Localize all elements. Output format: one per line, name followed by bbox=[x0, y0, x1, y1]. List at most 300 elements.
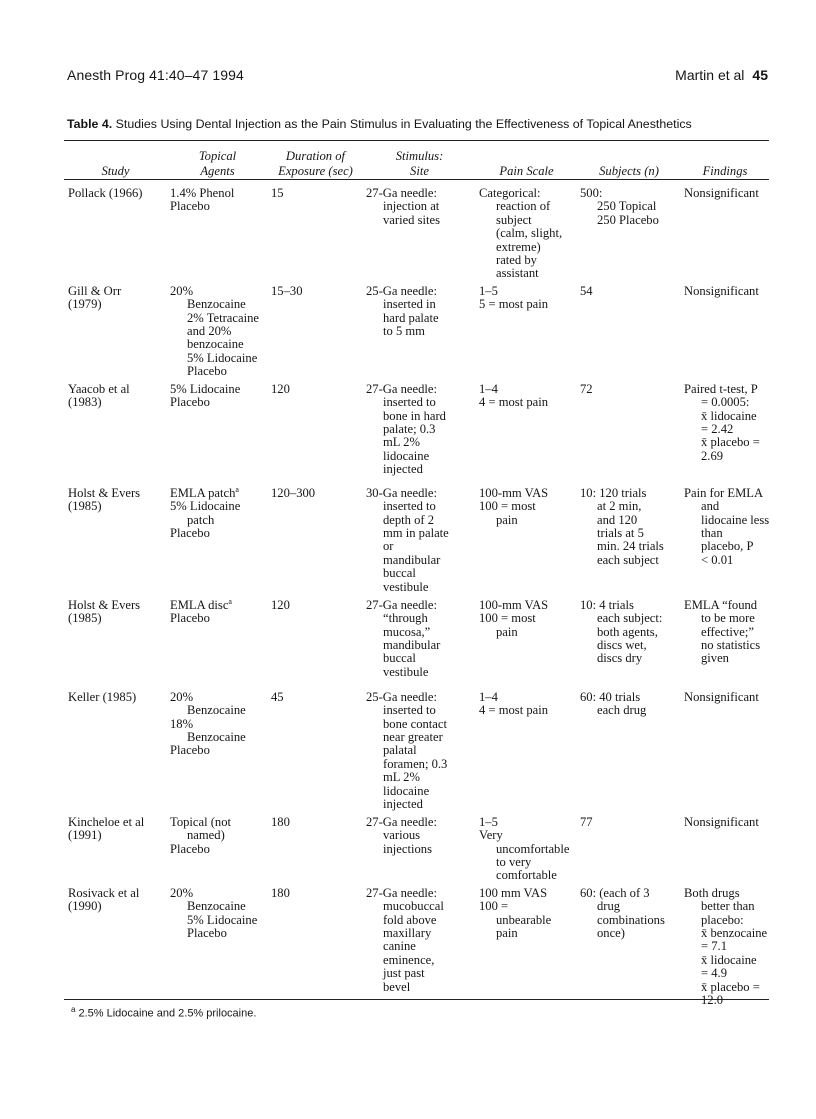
table-title: Studies Using Dental Injection as the Pain Stimulus in Evaluating the Effectiveness of Topical Anesthetics bbox=[115, 117, 692, 131]
cell-text: drug bbox=[597, 899, 621, 914]
cell-text: 54 bbox=[580, 283, 593, 298]
cell-line bbox=[580, 599, 679, 612]
cell-line bbox=[684, 639, 767, 652]
footnote-ref: a bbox=[235, 484, 239, 494]
cell-line bbox=[684, 599, 767, 612]
cell-text: lidocaine less bbox=[701, 512, 770, 527]
cell-line: (1983) bbox=[68, 395, 102, 410]
cell-text: 500: bbox=[580, 186, 603, 200]
cell-line bbox=[170, 829, 266, 842]
cell-line bbox=[580, 626, 679, 639]
cell-text: foramen; 0.3 bbox=[383, 756, 448, 771]
cell-line bbox=[580, 927, 679, 940]
cell-line bbox=[366, 500, 474, 513]
cell-stimulus bbox=[363, 812, 476, 883]
cell-findings bbox=[681, 483, 769, 595]
cell-text: 2.69 bbox=[701, 448, 724, 463]
cell-line: 120 bbox=[271, 597, 290, 612]
footnote-mark: a bbox=[71, 1005, 76, 1014]
cell-text: rated by bbox=[496, 253, 537, 268]
cell-study bbox=[64, 379, 167, 483]
cell-text: palatal bbox=[383, 743, 417, 758]
cell-text: x̄ benzocaine bbox=[701, 925, 768, 940]
cell-line bbox=[684, 927, 767, 940]
cell-line bbox=[170, 484, 266, 500]
cell-text: reaction of bbox=[496, 199, 551, 214]
cell-text: mL 2% bbox=[383, 770, 420, 785]
cell-text: canine bbox=[383, 939, 416, 954]
cell-line: 120 bbox=[271, 381, 290, 396]
cell-text: patch bbox=[187, 512, 215, 527]
column-header bbox=[363, 141, 476, 183]
cell-line bbox=[580, 487, 679, 500]
cell-text: injected bbox=[383, 796, 423, 811]
cell-line bbox=[580, 527, 679, 540]
cell-line: Pollack (1966) bbox=[68, 186, 143, 200]
cell-line bbox=[366, 843, 474, 856]
cell-text: Benzocaine bbox=[187, 297, 246, 312]
cell-text: 5% Lidocaine bbox=[187, 912, 258, 927]
cell-line bbox=[684, 487, 767, 500]
cell-line bbox=[580, 500, 679, 513]
cell-line bbox=[366, 567, 474, 580]
cell-study bbox=[64, 483, 167, 595]
cell-agents bbox=[167, 883, 268, 1015]
cell-duration bbox=[268, 883, 363, 1015]
cell-text: Categorical: bbox=[479, 186, 541, 200]
cell-line bbox=[684, 626, 767, 639]
cell-pain bbox=[476, 281, 577, 379]
cell-line bbox=[170, 187, 266, 200]
column-header bbox=[476, 141, 577, 183]
cell-text: Placebo bbox=[170, 395, 210, 410]
cell-text: 1–4 bbox=[479, 381, 498, 396]
cell-line bbox=[366, 554, 474, 567]
cell-line bbox=[580, 639, 679, 652]
cell-text: Placebo bbox=[170, 841, 210, 856]
cell-line: (1990) bbox=[68, 899, 102, 914]
cell-pain bbox=[476, 812, 577, 883]
cell-text: palate; 0.3 bbox=[383, 421, 436, 436]
cell-line bbox=[366, 954, 474, 967]
cell-line bbox=[479, 254, 575, 267]
cell-line: (1985) bbox=[68, 611, 102, 626]
cell-line bbox=[170, 887, 266, 900]
cell-line bbox=[684, 652, 767, 665]
cell-line bbox=[580, 887, 679, 900]
cell-text: injections bbox=[383, 841, 432, 856]
cell-line: (1985) bbox=[68, 499, 102, 514]
cell-text: 100-mm VAS bbox=[479, 485, 549, 500]
cell-line bbox=[479, 612, 575, 625]
cell-line bbox=[366, 744, 474, 757]
cell-line bbox=[170, 900, 266, 913]
cell-line bbox=[580, 540, 679, 553]
cell-study bbox=[64, 883, 167, 1015]
cell-text: 27-Ga needle: bbox=[366, 885, 437, 900]
cell-pain bbox=[476, 379, 577, 483]
cell-text: Nonsignificant bbox=[684, 814, 759, 829]
cell-text: = 7.1 bbox=[701, 939, 727, 954]
cell-line bbox=[580, 816, 679, 829]
cell-line bbox=[479, 267, 575, 280]
cell-text: 100-mm VAS bbox=[479, 597, 549, 612]
cell-findings bbox=[681, 281, 769, 379]
cell-line bbox=[479, 285, 575, 298]
cell-text: trials at 5 bbox=[597, 525, 644, 540]
cell-text: EMLA disc bbox=[170, 597, 229, 612]
cell-text: placebo: bbox=[701, 912, 744, 927]
cell-text: x̄ placebo = bbox=[701, 435, 760, 450]
cell-text: 60: 40 trials bbox=[580, 689, 641, 704]
cell-line bbox=[366, 887, 474, 900]
cell-line bbox=[170, 383, 266, 396]
cell-text: Benzocaine bbox=[187, 703, 246, 718]
cell-line bbox=[170, 691, 266, 704]
cell-line: Holst & Evers bbox=[68, 597, 141, 612]
cell-line bbox=[684, 512, 770, 527]
cell-line bbox=[366, 652, 474, 665]
cell-text: once) bbox=[597, 925, 625, 940]
cell-line bbox=[366, 410, 474, 423]
cell-line bbox=[366, 829, 474, 842]
cell-line bbox=[170, 914, 266, 927]
cell-text: mandibular bbox=[383, 637, 441, 652]
cell-line: 15 bbox=[271, 186, 284, 200]
cell-text: Placebo bbox=[187, 925, 227, 940]
cell-line bbox=[684, 450, 767, 463]
cell-study bbox=[64, 687, 167, 812]
cell-text: bevel bbox=[383, 979, 411, 994]
cell-text: or bbox=[383, 539, 394, 554]
cell-line bbox=[366, 423, 474, 436]
table-row bbox=[64, 812, 769, 883]
cell-pain bbox=[476, 883, 577, 1015]
cell-line bbox=[684, 954, 767, 967]
cell-line bbox=[580, 900, 679, 913]
cell-line: (1991) bbox=[68, 828, 102, 843]
cell-text: benzocaine bbox=[187, 337, 244, 352]
cell-line bbox=[366, 927, 474, 940]
cell-line bbox=[479, 187, 575, 200]
cell-line bbox=[170, 285, 266, 298]
cell-line bbox=[366, 312, 474, 325]
cell-line bbox=[366, 463, 474, 476]
cell-text: 27-Ga needle: bbox=[366, 814, 437, 829]
cell-text: mucobuccal bbox=[383, 899, 444, 914]
cell-text: Pain for EMLA bbox=[684, 485, 764, 500]
cell-text: = 2.42 bbox=[701, 421, 734, 436]
cell-line bbox=[366, 285, 474, 298]
cell-pain bbox=[476, 687, 577, 812]
table-footnote bbox=[71, 1005, 256, 1020]
cell-duration bbox=[268, 183, 363, 281]
cell-line bbox=[479, 927, 575, 940]
cell-text: Placebo bbox=[170, 199, 210, 214]
cell-text: named) bbox=[187, 828, 225, 843]
column-header-line: Duration of bbox=[285, 149, 346, 163]
cell-line bbox=[366, 187, 474, 200]
table-caption bbox=[67, 117, 787, 131]
cell-text: Benzocaine bbox=[187, 899, 246, 914]
table-row bbox=[64, 595, 769, 687]
cell-text: inserted to bbox=[383, 499, 436, 514]
cell-text: eminence, bbox=[383, 952, 435, 967]
cell-text: maxillary bbox=[383, 925, 432, 940]
journal-citation: Anesth Prog 41:40–47 1994 bbox=[67, 67, 244, 83]
cell-text: Nonsignificant bbox=[684, 689, 759, 704]
cell-line bbox=[580, 612, 679, 625]
cell-text: 25-Ga needle: bbox=[366, 283, 437, 298]
cell-line: Kincheloe et al bbox=[68, 814, 145, 829]
cell-text: Nonsignificant bbox=[684, 283, 759, 298]
cell-text: inserted to bbox=[383, 395, 436, 410]
cell-text: 100 = most bbox=[479, 499, 536, 514]
cell-text: Topical (not bbox=[170, 814, 232, 829]
cell-line bbox=[366, 731, 474, 744]
cell-stimulus bbox=[363, 883, 476, 1015]
cell-agents bbox=[167, 379, 268, 483]
cell-text: 250 Placebo bbox=[597, 212, 659, 227]
cell-agents bbox=[167, 595, 268, 687]
cell-line bbox=[366, 214, 474, 227]
cell-agents bbox=[167, 687, 268, 812]
cell-text: 1–4 bbox=[479, 689, 498, 704]
cell-stimulus bbox=[363, 379, 476, 483]
cell-line bbox=[170, 514, 266, 527]
cell-line bbox=[580, 554, 679, 567]
cell-text: pain bbox=[496, 925, 518, 940]
cell-line bbox=[479, 514, 575, 527]
cell-text: injected bbox=[383, 462, 423, 477]
cell-line bbox=[170, 365, 266, 378]
cell-text: 10: 120 trials bbox=[580, 485, 647, 500]
cell-text: Very bbox=[479, 828, 503, 843]
column-header-line: Study bbox=[101, 164, 130, 178]
cell-text: effective;” bbox=[701, 624, 754, 639]
cell-line bbox=[366, 771, 474, 784]
table-label: Table 4. bbox=[67, 117, 113, 131]
cell-text: < 0.01 bbox=[701, 552, 734, 567]
cell-text: 27-Ga needle: bbox=[366, 381, 437, 396]
cell-line bbox=[580, 914, 679, 927]
cell-text: Paired t-test, P bbox=[684, 381, 758, 396]
cell-text: just past bbox=[383, 966, 425, 981]
cell-line bbox=[170, 704, 266, 717]
cell-line bbox=[684, 887, 767, 900]
cell-text: lidocaine bbox=[383, 448, 430, 463]
cell-text: 250 Topical bbox=[597, 199, 657, 214]
cell-line bbox=[366, 718, 474, 731]
cell-line bbox=[684, 994, 767, 1007]
cell-findings bbox=[681, 687, 769, 812]
cell-line bbox=[366, 900, 474, 913]
cell-line bbox=[684, 383, 767, 396]
cell-text: combinations bbox=[597, 912, 665, 927]
cell-text: fold above bbox=[383, 912, 437, 927]
cell-line bbox=[580, 200, 679, 213]
cell-text: 77 bbox=[580, 814, 593, 829]
cell-line bbox=[366, 967, 474, 980]
cell-line bbox=[479, 829, 575, 842]
cell-text: x̄ lidocaine bbox=[701, 408, 757, 423]
table-row bbox=[64, 183, 769, 281]
cell-text: 4 = most pain bbox=[479, 703, 549, 718]
running-head bbox=[675, 67, 768, 83]
cell-line bbox=[479, 599, 575, 612]
cell-line bbox=[366, 612, 474, 625]
cell-text: each drug bbox=[597, 703, 647, 718]
cell-findings bbox=[681, 183, 769, 281]
cell-findings bbox=[681, 883, 769, 1015]
cell-text: various bbox=[383, 828, 421, 843]
cell-text: near greater bbox=[383, 729, 443, 744]
cell-line bbox=[580, 285, 679, 298]
cell-pain bbox=[476, 595, 577, 687]
cell-line bbox=[479, 691, 575, 704]
cell-line bbox=[580, 652, 679, 665]
cell-line bbox=[580, 187, 679, 200]
cell-line bbox=[366, 626, 474, 639]
column-header bbox=[167, 141, 268, 183]
cell-line bbox=[366, 527, 474, 540]
cell-text: placebo, P bbox=[701, 539, 754, 554]
cell-text: no statistics bbox=[701, 637, 761, 652]
cell-text: 30-Ga needle: bbox=[366, 485, 437, 500]
studies-table bbox=[64, 141, 769, 1015]
cell-line bbox=[366, 325, 474, 338]
author-names: Martin et al bbox=[675, 67, 745, 83]
cell-line bbox=[170, 612, 266, 625]
cell-text: pain bbox=[496, 624, 518, 639]
cell-text: 60: (each of 3 bbox=[580, 885, 650, 900]
cell-line: Rosivack et al bbox=[68, 885, 140, 900]
cell-line bbox=[684, 410, 767, 423]
cell-text: and 120 bbox=[597, 512, 638, 527]
cell-subjects bbox=[577, 812, 681, 883]
cell-text: varied sites bbox=[383, 212, 441, 227]
cell-text: bone in hard bbox=[383, 408, 446, 423]
cell-line bbox=[479, 914, 575, 927]
cell-text: Both drugs bbox=[684, 885, 740, 900]
cell-line bbox=[366, 200, 474, 213]
cell-line bbox=[170, 396, 266, 409]
cell-text: 2% Tetracaine bbox=[187, 310, 259, 325]
cell-line bbox=[479, 626, 575, 639]
cell-line bbox=[170, 596, 266, 612]
cell-text: 27-Ga needle: bbox=[366, 597, 437, 612]
cell-line bbox=[366, 816, 474, 829]
cell-text: at 2 min, bbox=[597, 499, 642, 514]
cell-line bbox=[479, 900, 575, 913]
cell-text: unbearable bbox=[496, 912, 552, 927]
cell-text: each subject: bbox=[597, 611, 663, 626]
cell-text: inserted in bbox=[383, 297, 436, 312]
cell-text: vestibule bbox=[383, 664, 429, 679]
cell-line bbox=[366, 540, 474, 553]
cell-line bbox=[479, 396, 575, 409]
cell-study bbox=[64, 595, 167, 687]
cell-line bbox=[684, 900, 767, 913]
cell-findings bbox=[681, 812, 769, 883]
cell-study bbox=[64, 183, 167, 281]
cell-text: pain bbox=[496, 512, 518, 527]
cell-text: x̄ placebo = bbox=[701, 979, 760, 994]
cell-line bbox=[170, 816, 266, 829]
cell-text: Nonsignificant bbox=[684, 186, 759, 200]
cell-line: 15–30 bbox=[271, 283, 303, 298]
cell-line bbox=[684, 285, 767, 298]
cell-line bbox=[479, 241, 575, 254]
cell-line bbox=[684, 540, 767, 553]
cell-text: injection at bbox=[383, 199, 440, 214]
cell-stimulus bbox=[363, 483, 476, 595]
cell-text: 4 = most pain bbox=[479, 395, 549, 410]
cell-text: 1–5 bbox=[479, 283, 498, 298]
cell-text: Benzocaine bbox=[187, 729, 246, 744]
cell-line bbox=[366, 581, 474, 594]
cell-line bbox=[366, 691, 474, 704]
cell-text: mucosa,” bbox=[383, 624, 431, 639]
cell-line bbox=[684, 187, 767, 200]
cell-text: discs wet, bbox=[597, 637, 647, 652]
cell-duration bbox=[268, 595, 363, 687]
cell-text: 5% Lidocaine bbox=[170, 381, 241, 396]
cell-line bbox=[580, 704, 679, 717]
cell-text: depth of 2 bbox=[383, 512, 435, 527]
column-header bbox=[64, 141, 167, 183]
cell-line bbox=[580, 514, 679, 527]
cell-text: 5 = most pain bbox=[479, 297, 549, 312]
cell-agents bbox=[167, 812, 268, 883]
cell-text: 1.4% Phenol bbox=[170, 186, 235, 200]
cell-line bbox=[479, 887, 575, 900]
cell-text: 100 mm VAS bbox=[479, 885, 548, 900]
table-body bbox=[64, 183, 769, 1015]
cell-text: discs dry bbox=[597, 651, 643, 666]
cell-subjects bbox=[577, 687, 681, 812]
cell-text: 1–5 bbox=[479, 814, 498, 829]
cell-line bbox=[580, 383, 679, 396]
page-number: 45 bbox=[752, 67, 768, 83]
cell-line: 45 bbox=[271, 689, 284, 704]
cell-text: buccal bbox=[383, 651, 416, 666]
cell-line bbox=[170, 500, 266, 513]
cell-line bbox=[479, 298, 575, 311]
cell-text: assistant bbox=[496, 266, 539, 281]
cell-text: 100 = most bbox=[479, 611, 536, 626]
cell-stimulus bbox=[363, 281, 476, 379]
cell-line bbox=[684, 816, 767, 829]
cell-text: mandibular bbox=[383, 552, 441, 567]
cell-line bbox=[170, 352, 266, 365]
cell-text: bone contact bbox=[383, 716, 447, 731]
cell-agents bbox=[167, 483, 268, 595]
cell-subjects bbox=[577, 883, 681, 1015]
footnote-ref: a bbox=[228, 596, 232, 606]
cell-line bbox=[170, 527, 266, 540]
cell-line bbox=[684, 940, 767, 953]
cell-text: 5% Lidocaine bbox=[170, 499, 241, 514]
cell-text: 20% bbox=[170, 885, 194, 900]
cell-text: Placebo bbox=[187, 364, 227, 379]
cell-duration bbox=[268, 687, 363, 812]
cell-line: 180 bbox=[271, 885, 290, 900]
cell-stimulus bbox=[363, 183, 476, 281]
cell-line: Keller (1985) bbox=[68, 689, 137, 704]
cell-line bbox=[684, 436, 767, 449]
cell-line bbox=[170, 325, 266, 338]
